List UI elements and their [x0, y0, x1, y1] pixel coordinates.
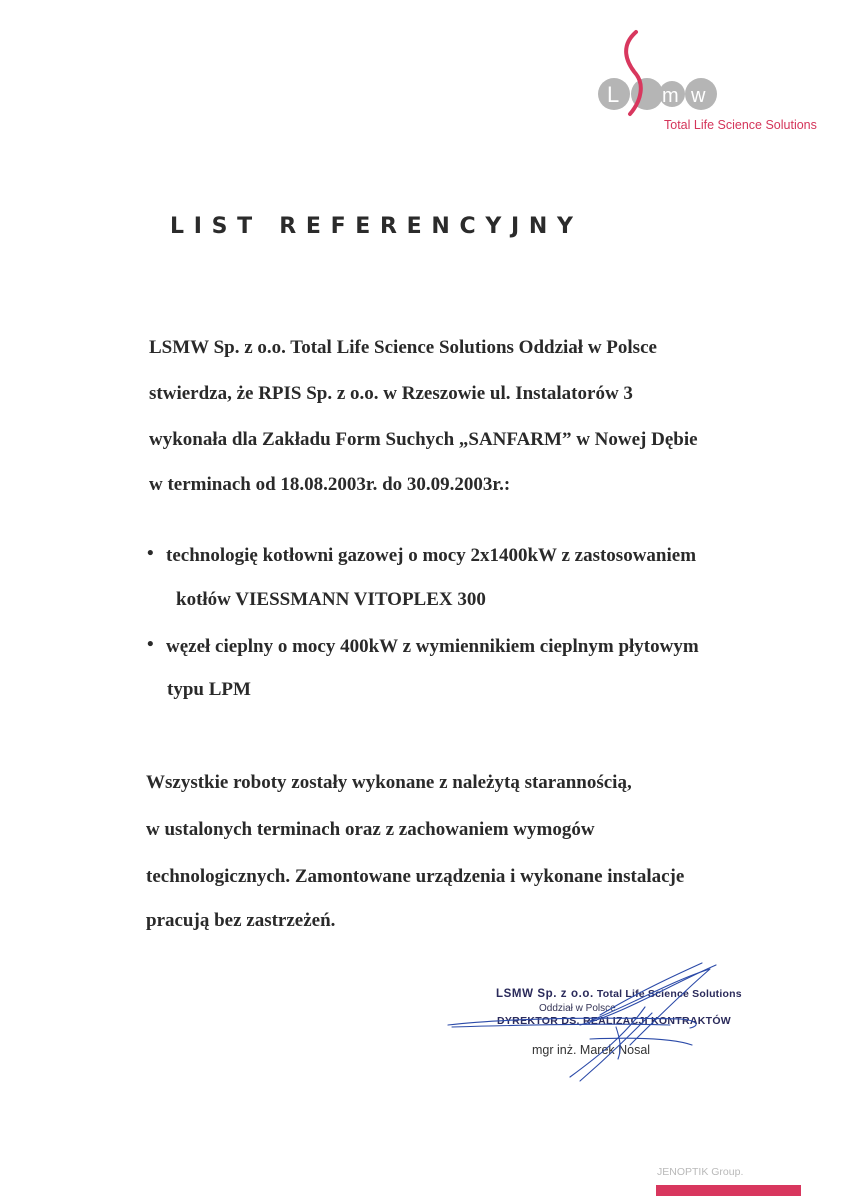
intro-line-3: wykonała dla Zakładu Form Suchych „SANFARM” w Nowej Dębie: [149, 429, 698, 450]
intro-line-4: w terminach od 18.08.2003r. do 30.09.2003r.:: [149, 474, 511, 495]
closing-line-4: pracują bez zastrzeżeń.: [146, 910, 336, 931]
footer-accent-bar: [656, 1185, 801, 1196]
document-title: LIST REFERENCYJNY: [170, 214, 583, 239]
stamp-branch: Oddział w Polsce: [539, 1003, 616, 1014]
stamp-company-name: LSMW Sp. z o.o.: [496, 988, 594, 1000]
stamp-position: DYREKTOR DS. REALIZACJI KONTRAKTÓW: [497, 1015, 732, 1027]
logo-letter-w: w: [691, 85, 706, 107]
company-logo: [596, 28, 816, 138]
bullet-2-line-1: węzeł cieplny o mocy 400kW z wymiennikiem cieplnym płytowym: [166, 636, 699, 657]
closing-line-3: technologicznych. Zamontowane urządzenia i wykonane instalacje: [146, 866, 685, 887]
bullet-2-line-2: typu LPM: [167, 679, 251, 700]
intro-line-2: stwierdza, że RPIS Sp. z o.o. w Rzeszowie ul. Instalatorów 3: [149, 383, 633, 404]
handwritten-signature: [440, 955, 730, 1090]
bullet-marker-1: •: [147, 543, 154, 564]
bullet-marker-2: •: [147, 634, 154, 655]
intro-line-1: LSMW Sp. z o.o. Total Life Science Solutions Oddział w Polsce: [149, 337, 657, 358]
stamp-company-tail: Total Life Science Solutions: [596, 988, 742, 1000]
closing-line-1: Wszystkie roboty zostały wykonane z należytą starannością,: [146, 772, 632, 793]
signer-name: mgr inż. Marek Nosal: [532, 1043, 651, 1057]
logo-letter-m: m: [662, 85, 679, 107]
footer-group-label: JENOPTIK Group.: [657, 1166, 744, 1178]
bullet-1-line-2: kotłów VIESSMANN VITOPLEX 300: [176, 589, 486, 610]
bullet-1-line-1: technologię kotłowni gazowej o mocy 2x1400kW z zastosowaniem: [166, 545, 697, 566]
closing-line-2: w ustalonych terminach oraz z zachowaniem wymogów: [146, 819, 595, 840]
logo-letter-l: L: [607, 82, 620, 107]
logo-tagline: Total Life Science Solutions: [664, 118, 817, 132]
logo-graphic: [596, 28, 816, 118]
